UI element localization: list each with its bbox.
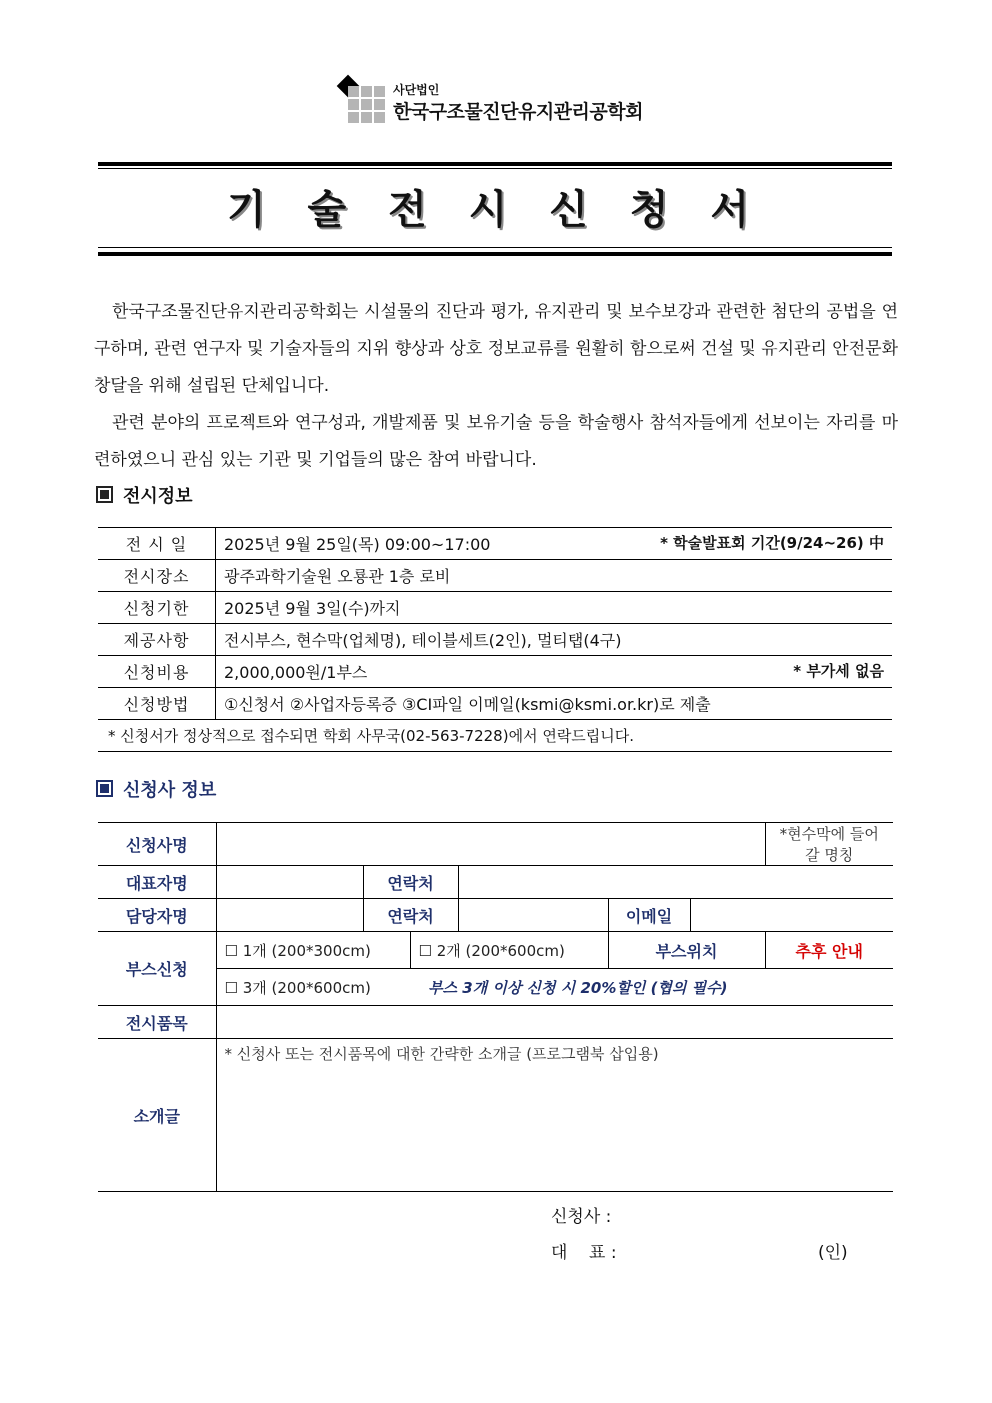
introduction-label: 소개글 bbox=[98, 1039, 216, 1192]
company-name-hint: *현수막에 들어갈 명칭 bbox=[765, 823, 893, 866]
table-row bbox=[98, 969, 893, 1006]
table-row bbox=[98, 899, 893, 932]
info-value-text: 2,000,000원/1부스 bbox=[224, 663, 368, 682]
info-key: 신청기한 bbox=[98, 592, 216, 624]
title-bottom-rule-thick bbox=[98, 252, 892, 256]
table-row bbox=[98, 624, 892, 656]
booth-position-value: 추후 안내 bbox=[765, 932, 893, 969]
booth-option-2-checkbox[interactable]: ☐ 2개 (200*600cm) bbox=[410, 932, 608, 969]
booth-discount-note: 부스 3개 이상 신청 시 20%할인 (협의 필수) bbox=[410, 969, 893, 1006]
table-row bbox=[98, 688, 892, 720]
ceo-contact-label: 연락처 bbox=[363, 866, 458, 899]
intro-text bbox=[94, 294, 898, 479]
table-row bbox=[98, 1006, 893, 1039]
company-name-field[interactable] bbox=[216, 823, 765, 866]
square-bullet-icon bbox=[96, 780, 113, 797]
table-row bbox=[98, 528, 892, 560]
company-name-label: 신청사명 bbox=[98, 823, 216, 866]
info-key: 신청비용 bbox=[98, 656, 216, 688]
logo-subtitle: 사단법인 bbox=[393, 83, 440, 97]
signature-representative-label: 대 표 : bbox=[551, 1243, 617, 1263]
table-row bbox=[98, 823, 893, 866]
exhibit-info-table bbox=[98, 527, 892, 752]
page-title: 기 술 전 시 신 청 서 bbox=[226, 187, 764, 233]
manager-name-field[interactable] bbox=[216, 899, 363, 932]
info-key: 신청방법 bbox=[98, 688, 216, 720]
table-row bbox=[98, 656, 892, 688]
booth-label: 부스신청 bbox=[98, 932, 216, 1006]
table-row bbox=[98, 866, 893, 899]
info-value: ①신청서 ②사업자등록증 ③CI파일 이메일(ksmi@ksmi.or.kr)로 제출 bbox=[216, 688, 893, 720]
info-key: 전시장소 bbox=[98, 560, 216, 592]
section-heading-label: 신청사 정보 bbox=[123, 780, 217, 801]
exhibit-items-field[interactable] bbox=[216, 1006, 893, 1039]
info-value-text: 2025년 9월 25일(목) 09:00~17:00 bbox=[224, 535, 491, 554]
table-row bbox=[98, 592, 892, 624]
section-heading-label: 전시정보 bbox=[123, 486, 193, 507]
info-key: 제공사항 bbox=[98, 624, 216, 656]
info-value bbox=[216, 656, 893, 688]
info-value: 광주과학기술원 오룡관 1층 로비 bbox=[216, 560, 893, 592]
title-top-rule-thick bbox=[98, 162, 892, 166]
intro-paragraph-1: 한국구조물진단유지관리공학회는 시설물의 진단과 평가, 유지관리 및 보수보강과 관련한 첨단의 공법을 연구하며, 관련 연구자 및 기술자들의 지위 향상과 상호 정보교류를 원활히 함으로써 건설 및 유지관리 안전문화 창달을 위해 설립된 단체입니다. bbox=[94, 302, 898, 396]
info-value bbox=[216, 528, 893, 560]
info-footnote: * 신청서가 정상적으로 접수되면 학회 사무국(02-563-7228)에서 연락드립니다. bbox=[98, 720, 892, 752]
info-value: 2025년 9월 3일(수)까지 bbox=[216, 592, 893, 624]
table-row bbox=[98, 560, 892, 592]
society-logo bbox=[338, 72, 658, 132]
logo-grid-mark bbox=[348, 86, 388, 126]
title-bottom-rule-thin bbox=[98, 247, 892, 248]
title-top-rule-thin bbox=[98, 168, 892, 169]
section-heading-applicant bbox=[96, 776, 216, 802]
booth-position-label: 부스위치 bbox=[608, 932, 765, 969]
ceo-name-label: 대표자명 bbox=[98, 866, 216, 899]
exhibit-items-label: 전시품목 bbox=[98, 1006, 216, 1039]
table-row bbox=[98, 1039, 893, 1192]
ceo-contact-field[interactable] bbox=[458, 866, 893, 899]
signature-seal-mark: (인) bbox=[818, 1243, 848, 1263]
booth-option-1-checkbox[interactable]: ☐ 1개 (200*300cm) bbox=[216, 932, 410, 969]
introduction-field[interactable]: * 신청사 또는 전시품목에 대한 간략한 소개글 (프로그램북 삽입용) bbox=[216, 1039, 893, 1192]
table-row bbox=[98, 720, 892, 752]
info-key: 전 시 일 bbox=[98, 528, 216, 560]
table-row bbox=[98, 932, 893, 969]
signature-applicant-label: 신청사 : bbox=[551, 1207, 612, 1227]
manager-name-label: 담당자명 bbox=[98, 899, 216, 932]
applicant-table bbox=[98, 822, 893, 1192]
booth-option-3-checkbox[interactable]: ☐ 3개 (200*600cm) bbox=[216, 969, 410, 1006]
square-bullet-icon bbox=[96, 486, 113, 503]
section-heading-exhibit bbox=[96, 482, 193, 508]
info-value: 전시부스, 현수막(업체명), 테이블세트(2인), 멀티탭(4구) bbox=[216, 624, 893, 656]
intro-paragraph-2: 관련 분야의 프로젝트와 연구성과, 개발제품 및 보유기술 등을 학술행사 참석자들에게 선보이는 자리를 마련하였으니 관심 있는 기관 및 기업들의 많은 참여 바랍니다. bbox=[94, 413, 898, 470]
info-note: * 부가세 없음 bbox=[793, 662, 884, 680]
ceo-name-field[interactable] bbox=[216, 866, 363, 899]
email-label: 이메일 bbox=[608, 899, 690, 932]
logo-name: 한국구조물진단유지관리공학회 bbox=[393, 101, 643, 123]
email-field[interactable] bbox=[690, 899, 893, 932]
manager-contact-label: 연락처 bbox=[363, 899, 458, 932]
manager-contact-field[interactable] bbox=[458, 899, 608, 932]
info-note: * 학술발표회 기간(9/24~26) 中 bbox=[660, 534, 884, 552]
